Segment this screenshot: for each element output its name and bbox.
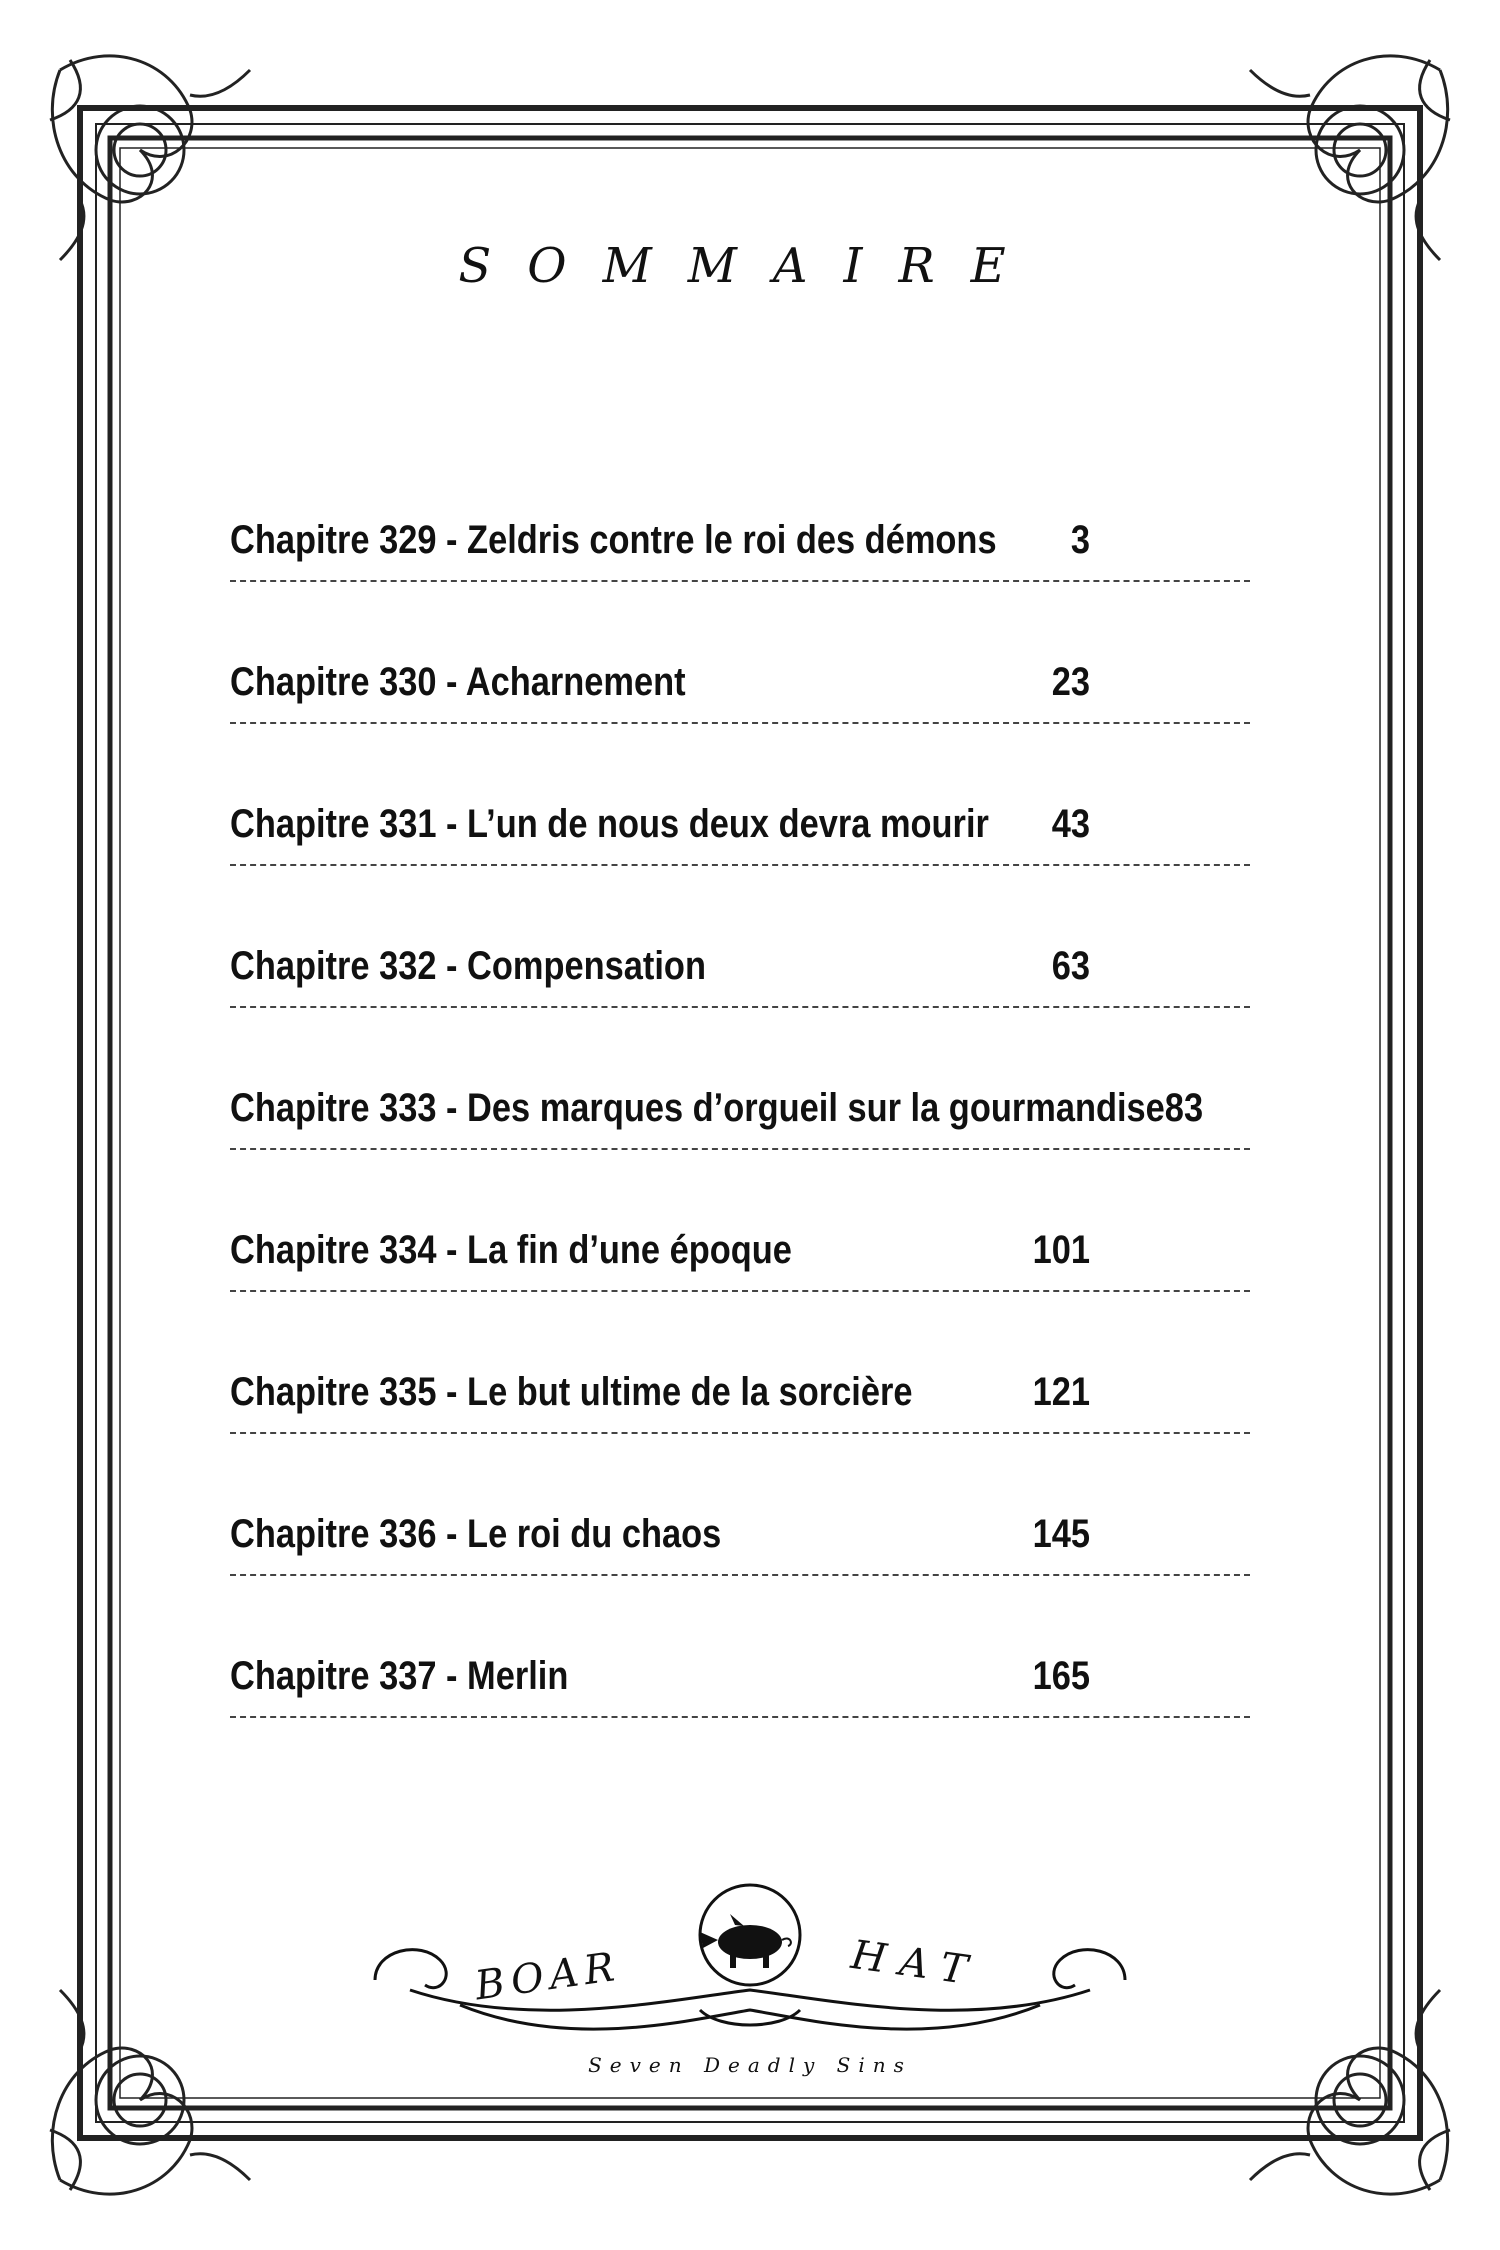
chapter-title: Chapitre 330 - Acharnement — [230, 660, 686, 704]
chapter-title: Chapitre 333 - Des marques d’orgueil sur la gourmandise — [230, 1086, 1165, 1130]
toc-entry — [230, 1370, 1250, 1512]
chapter-title: Chapitre 334 - La fin d’une époque — [230, 1228, 792, 1272]
toc-entry — [230, 802, 1250, 944]
logo-subtitle: Seven Deadly Sins — [588, 2053, 912, 2077]
page-number: 83 — [1164, 1086, 1204, 1130]
boar-hat-logo — [370, 1880, 1130, 2080]
toc-entry — [230, 660, 1250, 802]
dashed-divider — [230, 1574, 1250, 1576]
page-number: 101 — [1032, 1228, 1090, 1272]
page-number: 121 — [1032, 1370, 1090, 1414]
dashed-divider — [230, 1006, 1250, 1008]
chapter-title: Chapitre 336 - Le roi du chaos — [230, 1512, 722, 1556]
chapter-title: Chapitre 337 - Merlin — [230, 1654, 569, 1698]
page-number: 3 — [1070, 518, 1090, 562]
dashed-divider — [230, 1290, 1250, 1292]
page-number: 145 — [1032, 1512, 1090, 1556]
dashed-divider — [230, 1716, 1250, 1718]
page-number: 43 — [1051, 802, 1090, 846]
dashed-divider — [230, 864, 1250, 866]
page-number: 23 — [1051, 660, 1090, 704]
dashed-divider — [230, 1432, 1250, 1434]
logo-word-left: BOAR — [472, 1943, 624, 2010]
boar-icon — [700, 1914, 791, 1968]
table-of-contents — [230, 518, 1250, 1796]
toc-entry — [230, 1512, 1250, 1654]
chapter-title: Chapitre 329 - Zeldris contre le roi des démons — [230, 518, 997, 562]
page-number: 165 — [1032, 1654, 1090, 1698]
dashed-divider — [230, 722, 1250, 724]
toc-entry — [230, 1086, 1250, 1228]
chapter-title: Chapitre 335 - Le but ultime de la sorcière — [230, 1370, 913, 1414]
toc-entry — [230, 1228, 1250, 1370]
chapter-title: Chapitre 331 - L’un de nous deux devra mourir — [230, 802, 989, 846]
toc-entry — [230, 1654, 1250, 1796]
dashed-divider — [230, 580, 1250, 582]
toc-entry — [230, 944, 1250, 1086]
logo-word-right: HAT — [848, 1931, 984, 1996]
page-title: SOMMAIRE — [458, 238, 1042, 294]
dashed-divider — [230, 1148, 1250, 1150]
page-number: 63 — [1051, 944, 1090, 988]
chapter-title: Chapitre 332 - Compensation — [230, 944, 706, 988]
toc-entry — [230, 518, 1250, 660]
